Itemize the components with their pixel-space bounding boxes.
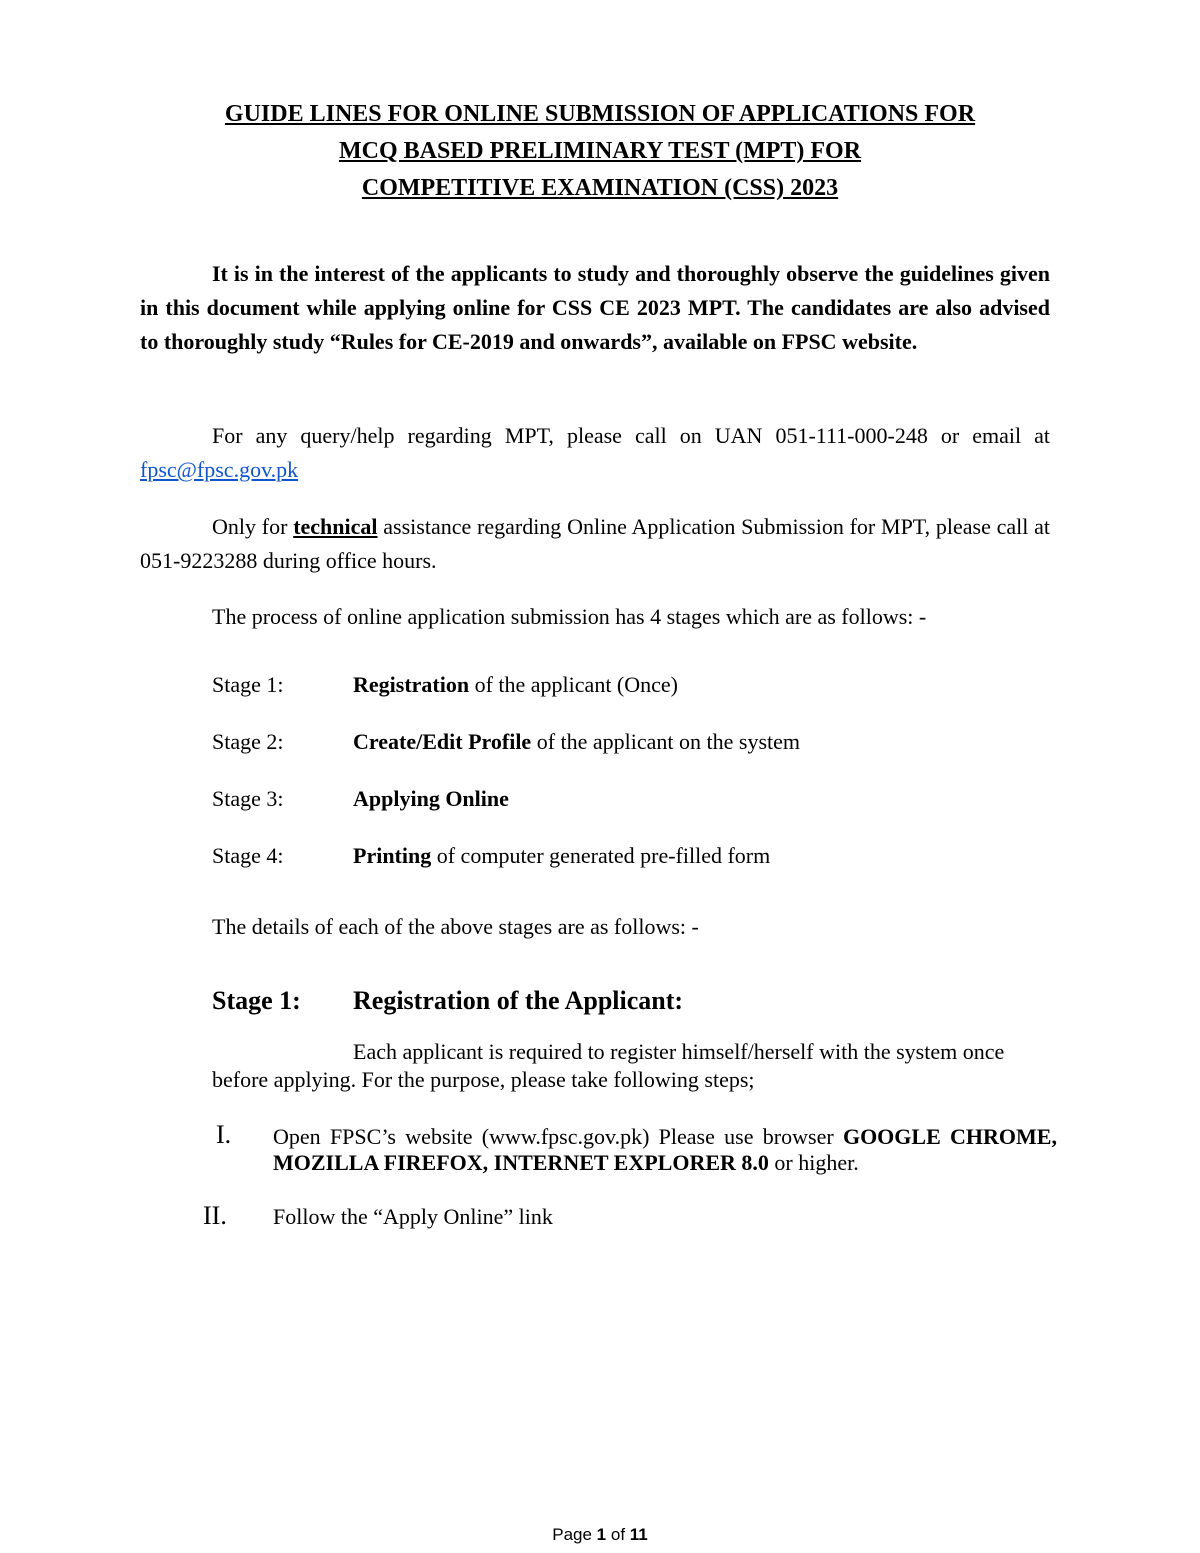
step-number: II. — [203, 1201, 227, 1230]
query-paragraph — [140, 419, 1050, 487]
stage-number: Stage 1: — [212, 672, 284, 697]
total-page-count: 11 — [629, 1525, 648, 1544]
stage-name: Applying Online — [353, 786, 509, 811]
stage1-heading — [212, 986, 684, 1016]
technical-word: technical — [293, 514, 378, 539]
stage-detail: of computer generated pre-filled form — [431, 843, 771, 868]
process-intro — [140, 600, 1050, 634]
current-page-number: 1 — [596, 1525, 607, 1544]
technical-text-before: Only for — [212, 514, 294, 539]
stage-description — [353, 672, 678, 698]
technical-paragraph — [140, 510, 1050, 578]
stage-name: Registration — [353, 672, 470, 697]
stage-description — [353, 786, 509, 812]
stage1-body — [212, 1038, 1057, 1094]
step-text — [273, 1124, 1057, 1176]
stage1-heading-number: Stage 1: — [212, 986, 301, 1015]
stage-name: Printing — [353, 843, 432, 868]
step-text-part: or higher. — [768, 1150, 859, 1175]
intro-paragraph — [140, 257, 1050, 359]
step-text-part: Follow the “Apply Online” link — [273, 1204, 553, 1229]
document-title-line-2: MCQ BASED PRELIMINARY TEST (MPT) FOR — [338, 138, 862, 164]
stage1-heading-title: Registration of the Applicant: — [353, 986, 684, 1015]
document-title-line-1: GUIDE LINES FOR ONLINE SUBMISSION OF APPLICATIONS FOR — [224, 101, 976, 127]
footer-label: Page — [552, 1525, 597, 1544]
step-number: I. — [216, 1120, 232, 1149]
stage-name: Create/Edit Profile — [353, 729, 532, 754]
step-text-part: Open FPSC’s website (www.fpsc.gov.pk) Please use browser — [273, 1124, 843, 1149]
stage-description — [353, 843, 770, 869]
stage-description — [353, 729, 800, 755]
stage-detail: of the applicant on the system — [531, 729, 801, 754]
details-intro-text: The details of each of the above stages are as follows: - — [212, 914, 699, 939]
stage-detail: of the applicant (Once) — [469, 672, 678, 697]
stage1-body-text: Each applicant is required to register himself/herself with the system once before applying. For the purpose, please take following steps; — [212, 1039, 1005, 1092]
step-text — [273, 1204, 1057, 1230]
footer-label: of — [606, 1525, 630, 1544]
stage-number: Stage 2: — [212, 729, 284, 754]
stage-number: Stage 3: — [212, 786, 284, 811]
page-footer — [0, 1525, 1200, 1545]
technical-text-after: assistance regarding Online Application Submission for MPT, please call at 051-9223288 during office hours. — [140, 514, 1050, 573]
process-intro-text: The process of online application submission has 4 stages which are as follows: - — [212, 604, 927, 629]
intro-text: It is in the interest of the applicants to study and thoroughly observe the guidelines given in this document while applying online for CSS CE 2023 MPT. The candidates are also advised to thoroughly study “Rules for CE-2019 and onwards”, available on FPSC website. — [140, 261, 1050, 354]
details-intro — [140, 910, 1050, 944]
email-link[interactable]: fpsc@fpsc.gov.pk — [140, 457, 299, 482]
document-title-line-3: COMPETITIVE EXAMINATION (CSS) 2023 — [361, 175, 839, 201]
query-text: For any query/help regarding MPT, please call on UAN 051-111-000-248 or email at — [212, 423, 1050, 448]
browser-names: GOOGLE CHROME, MOZILLA FIREFOX, INTERNET EXPLORER 8.0 — [273, 1124, 1057, 1175]
stage-number: Stage 4: — [212, 843, 284, 868]
